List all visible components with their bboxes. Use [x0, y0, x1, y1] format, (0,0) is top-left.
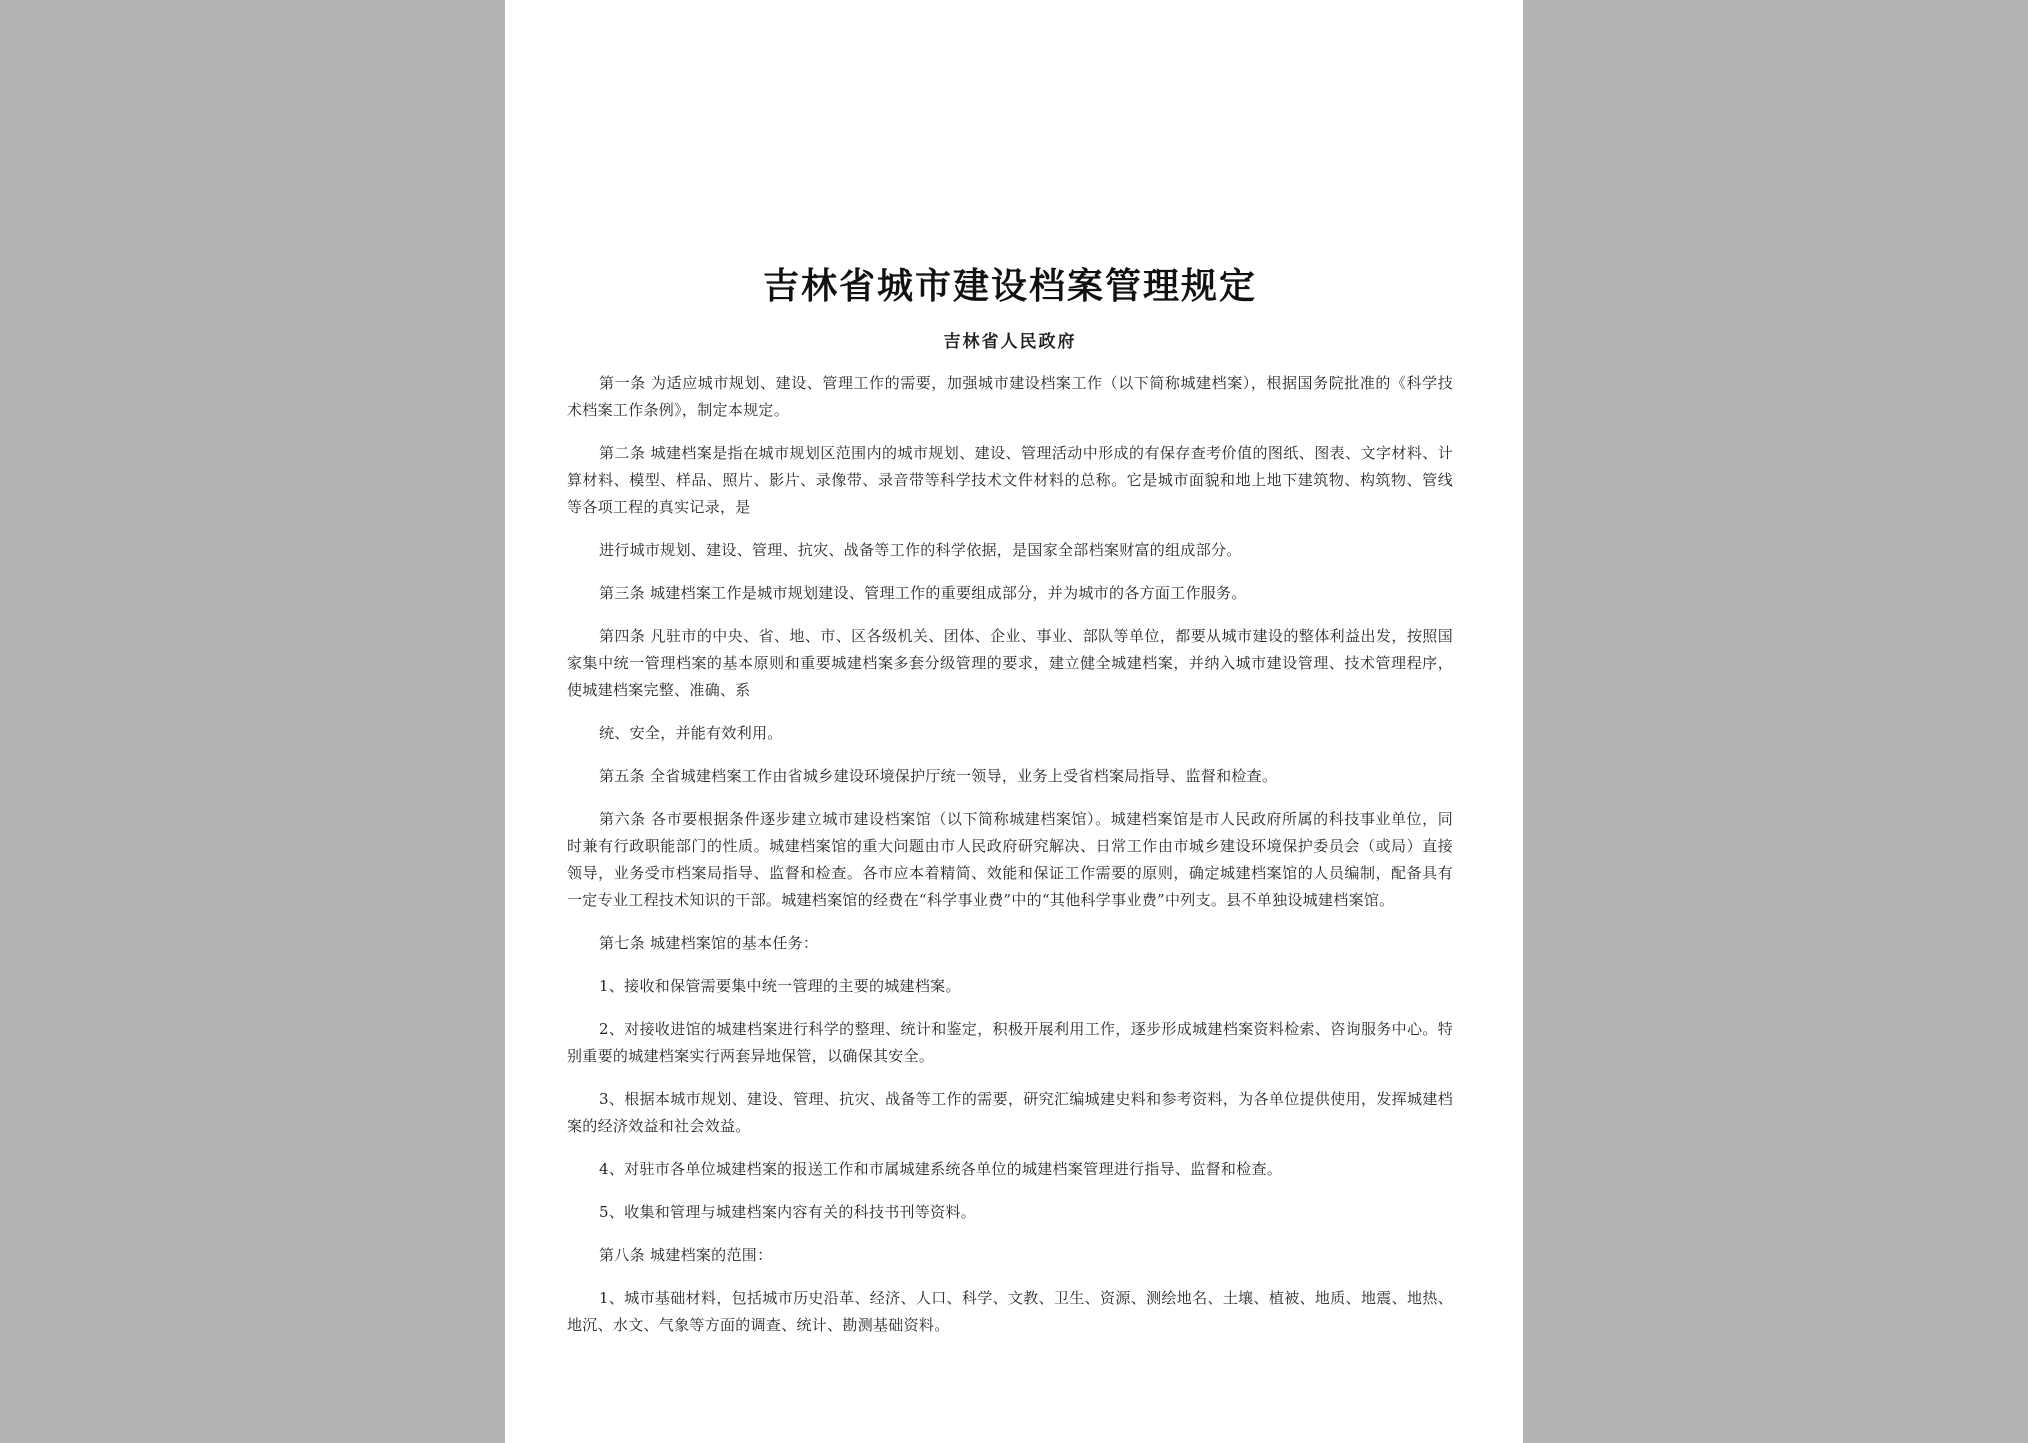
paragraph: 第六条 各市要根据条件逐步建立城市建设档案馆（以下简称城建档案馆）。城建档案馆是市人民政府所属的科技事业单位，同时兼有行政职能部门的性质。城建档案馆的重大问题由市人民政府研究解决、日常工作由市城乡建设环境保护委员会（或局）直接领导，业务受市档案局指导、监督和检查。各市应本着精简、效能和保证工作需要的原则，确定城建档案馆的人员编制，配备具有一定专业工程技术知识的干部。城建档案馆的经费在“科学事业费”中的“其他科学事业费”中列支。县不单独设城建档案馆。	[567, 810, 1453, 909]
paragraph: 第一条 为适应城市规划、建设、管理工作的需要，加强城市建设档案工作（以下简称城建档案），根据国务院批准的《科学技术档案工作条例》，制定本规定。	[567, 374, 1453, 419]
paragraph: 4、对驻市各单位城建档案的报送工作和市属城建系统各单位的城建档案管理进行指导、监督和检查。	[599, 1160, 1283, 1178]
paragraph: 第三条 城建档案工作是城市规划建设、管理工作的重要组成部分，并为城市的各方面工作服务。	[599, 584, 1247, 602]
paragraph: 第二条 城建档案是指在城市规划区范围内的城市规划、建设、管理活动中形成的有保存查考价值的图纸、图表、文字材料、计算材料、模型、样品、照片、影片、录像带、录音带等科学技术文件材料的总称。它是城市面貌和地上地下建筑物、构筑物、管线等各项工程的真实记录，是	[567, 444, 1453, 516]
paragraph: 1、城市基础材料，包括城市历史沿革、经济、人口、科学、文教、卫生、资源、测绘地名、土壤、植被、地质、地震、地热、地沉、水文、气象等方面的调查、统计、勘测基础资料。	[567, 1289, 1453, 1334]
paragraph: 统、安全，并能有效利用。	[599, 724, 783, 742]
paragraph: 第八条 城建档案的范围：	[599, 1246, 773, 1264]
paragraph: 第四条 凡驻市的中央、省、地、市、区各级机关、团体、企业、事业、部队等单位，都要从城市建设的整体利益出发，按照国家集中统一管理档案的基本原则和重要城建档案多套分级管理的要求，建立健全城建档案，并纳入城市建设管理、技术管理程序，使城建档案完整、准确、系	[567, 627, 1453, 699]
paragraph: 5、收集和管理与城建档案内容有关的科技书刊等资料。	[599, 1203, 977, 1221]
paragraph: 进行城市规划、建设、管理、抗灾、战备等工作的科学依据，是国家全部档案财富的组成部分。	[599, 541, 1242, 559]
document-issuer: 吉林省人民政府	[943, 332, 1077, 352]
paragraph: 2、对接收进馆的城建档案进行科学的整理、统计和鉴定，积极开展利用工作，逐步形成城建档案资料检索、咨询服务中心。特别重要的城建档案实行两套异地保管，以确保其安全。	[567, 1020, 1453, 1065]
document-page	[505, 0, 1523, 1443]
paragraph: 3、根据本城市规划、建设、管理、抗灾、战备等工作的需要，研究汇编城建史料和参考资料，为各单位提供使用，发挥城建档案的经济效益和社会效益。	[567, 1090, 1453, 1135]
paragraph: 第五条 全省城建档案工作由省城乡建设环境保护厅统一领导，业务上受省档案局指导、监督和检查。	[599, 767, 1278, 785]
paragraph: 第七条 城建档案馆的基本任务：	[599, 934, 819, 952]
document-body	[567, 370, 1453, 1339]
document-title: 吉林省城市建设档案管理规定	[762, 266, 1257, 307]
paragraph: 1、接收和保管需要集中统一管理的主要的城建档案。	[599, 977, 961, 995]
